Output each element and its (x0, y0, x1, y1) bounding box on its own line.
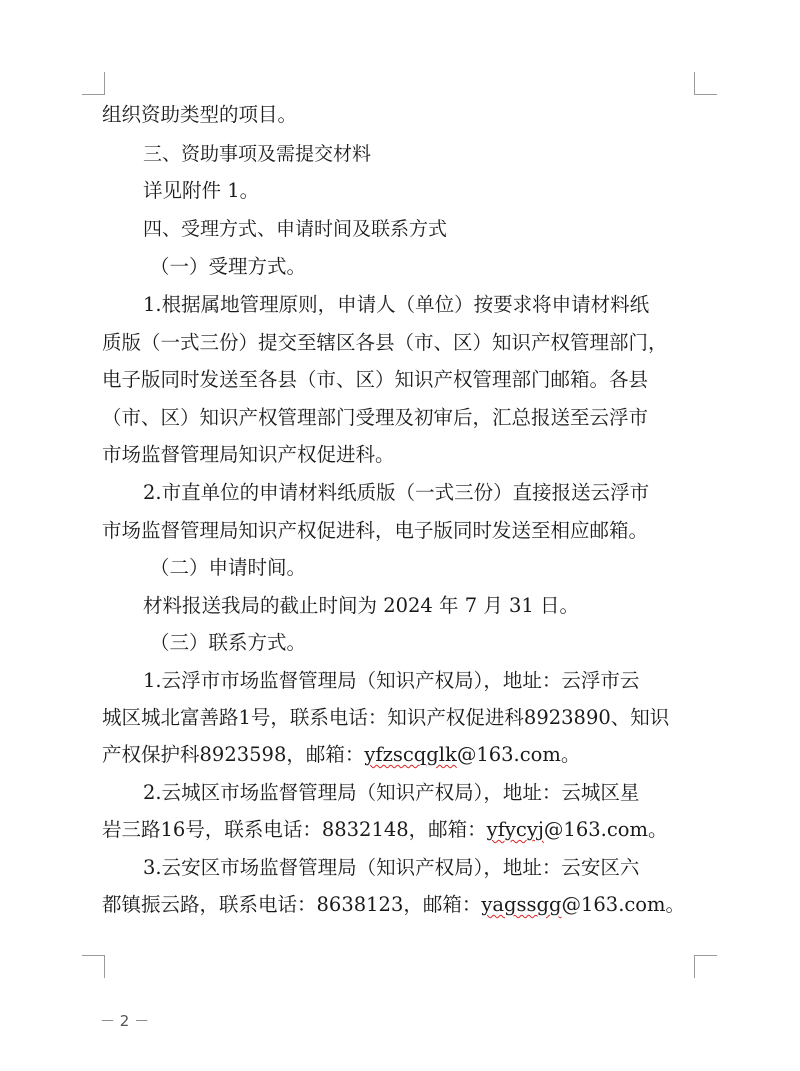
text-span: 都镇振云路，联系电话：8638123，邮箱： (102, 893, 482, 916)
text-line: 2.市直单位的申请材料纸质版（一式三份）直接报送云浮市 (143, 481, 650, 504)
email-text: yfzscqglk (364, 743, 457, 766)
text-line: 详见附件 1。 (143, 179, 260, 202)
section-heading-4: 四、受理方式、申请时间及联系方式 (143, 218, 448, 240)
text-line (102, 740, 702, 770)
text-span: @163.com。 (561, 893, 686, 916)
crop-mark-top-right (694, 72, 717, 95)
text-line: 3.云安区市场监督管理局（知识产权局），地址：云安区六 (143, 856, 640, 879)
text-span: 岩三路16号，联系电话：8832148，邮箱： (102, 818, 487, 841)
crop-mark-top-left (82, 72, 105, 95)
crop-mark-bottom-right (694, 955, 717, 978)
subheading-time: （二）申请时间。 (150, 556, 307, 579)
crop-mark-bottom-left (82, 955, 105, 978)
subheading-acceptance: （一）受理方式。 (150, 255, 307, 278)
text-line: 2.云城区市场监督管理局（知识产权局），地址：云城区星 (143, 781, 640, 804)
text-line: （市、区）知识产权管理部门受理及初审后，汇总报送至云浮市 (102, 406, 649, 429)
text-line (102, 815, 702, 845)
text-span: 产权保护科8923598，邮箱： (102, 743, 365, 766)
text-line: 组织资助类型的项目。 (102, 103, 298, 126)
subheading-contact: （三）联系方式。 (150, 631, 307, 654)
section-heading-3: 三、资助事项及需提交材料 (143, 143, 372, 165)
email-text: yagssgg (481, 893, 562, 916)
text-line: 1.根据属地管理原则，申请人（单位）按要求将申请材料纸 (143, 293, 650, 316)
text-line: 市场监督管理局知识产权促进科。 (102, 443, 395, 466)
text-line (102, 890, 702, 920)
text-line: 材料报送我局的截止时间为 2024 年 7 月 31 日。 (143, 594, 580, 617)
email-text: yfycyj (486, 818, 544, 841)
text-line: 市场监督管理局知识产权促进科，电子版同时发送至相应邮箱。 (102, 519, 649, 542)
text-span: @163.com。 (456, 743, 581, 766)
text-span: @163.com。 (543, 818, 668, 841)
text-line: 电子版同时发送至各县（市、区）知识产权管理部门邮箱。各县 (102, 368, 649, 391)
page-number: － 2 － (100, 1012, 150, 1030)
text-line: 1.云浮市市场监督管理局（知识产权局），地址：云浮市云 (143, 669, 640, 692)
text-line: 质版（一式三份）提交至辖区各县（市、区）知识产权管理部门， (102, 331, 668, 354)
text-line: 城区城北富善路1号，联系电话：知识产权促进科8923890、知识 (102, 706, 670, 729)
